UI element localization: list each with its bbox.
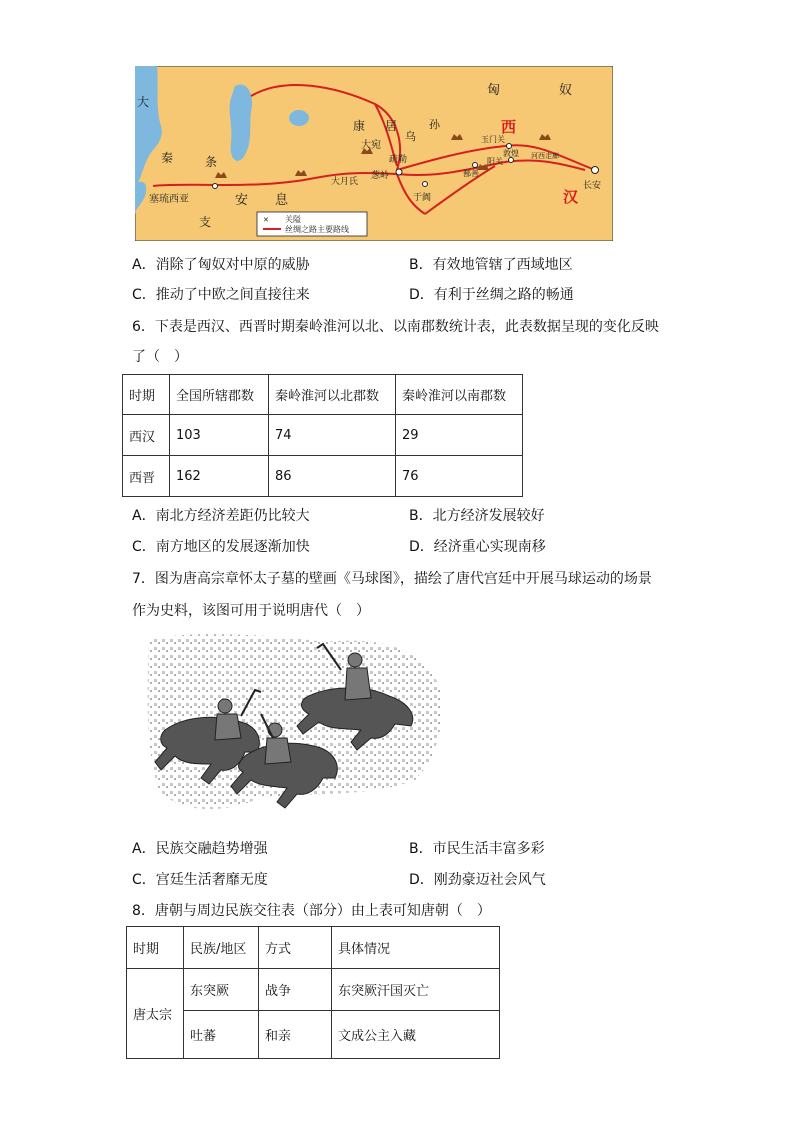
- table-cell: 29: [396, 415, 523, 456]
- q8-table-header: 具体情况: [332, 927, 500, 969]
- silk-road-map: [135, 66, 613, 241]
- q8-table: [126, 926, 500, 1059]
- table-cell: 86: [269, 456, 396, 497]
- q6-stem-line2: 了（ ）: [132, 349, 188, 365]
- q6-option-d[interactable]: D．经济重心实现南移: [409, 539, 546, 555]
- table-cell: 文成公主入藏: [332, 1011, 500, 1059]
- table-row: [123, 456, 523, 497]
- q5-option-d[interactable]: D．有利于丝绸之路的畅通: [409, 287, 574, 303]
- q8-table-header: 方式: [259, 927, 332, 969]
- map-label-shanshan: 鄯善: [463, 169, 479, 178]
- table-cell: 76: [396, 456, 523, 497]
- q7-option-b[interactable]: B．市民生活丰富多彩: [409, 841, 545, 857]
- map-label-congling: 葱岭: [371, 171, 390, 181]
- q6-table-header: 秦岭淮河以南郡数: [396, 375, 523, 415]
- q7-option-a[interactable]: A．民族交融趋势增强: [132, 841, 268, 857]
- map-label-qin: 秦: [161, 151, 174, 165]
- legend-route: 丝绸之路主要路线: [285, 225, 349, 234]
- map-label-hexi: 河西走廊: [531, 152, 559, 160]
- q6-table-header: 秦岭淮河以北郡数: [269, 375, 396, 415]
- q8-period-cell: 唐太宗: [127, 969, 184, 1059]
- map-label-seleucia: 塞琉西亚: [149, 194, 189, 205]
- map-label-da: 大: [137, 95, 150, 109]
- map-label-dunhuang: 敦煌: [503, 149, 519, 158]
- table-cell: 东突厥汗国灭亡: [332, 969, 500, 1011]
- map-label-yumenguan: 玉门关: [481, 135, 505, 144]
- q5-option-b[interactable]: B．有效地管辖了西域地区: [409, 257, 573, 273]
- table-cell: 西晋: [123, 456, 170, 497]
- q6-table-header: 时期: [123, 375, 170, 415]
- q6-option-a[interactable]: A．南北方经济差距仍比较大: [132, 508, 310, 524]
- polo-mural-image: [145, 630, 445, 820]
- q7-option-c[interactable]: C．宫廷生活奢靡无度: [132, 872, 268, 888]
- map-label-sun: 孙: [429, 118, 440, 131]
- map-label-kang: 康: [353, 119, 366, 133]
- map-label-han: 汉: [563, 188, 579, 206]
- table-cell: 162: [170, 456, 269, 497]
- q8-stem: 8．唐朝与周边民族交往表（部分）由上表可知唐朝（ ）: [132, 903, 491, 919]
- table-cell: 吐蕃: [184, 1011, 259, 1059]
- table-cell: 战争: [259, 969, 332, 1011]
- table-row: [127, 969, 500, 1011]
- map-label-dawan: 大宛: [361, 140, 381, 151]
- map-label-shule: 疏勒: [389, 155, 408, 165]
- table-cell: 74: [269, 415, 396, 456]
- map-label-ju: 居: [385, 119, 398, 133]
- table-cell: 103: [170, 415, 269, 456]
- map-label-yutian: 于阗: [413, 193, 432, 203]
- map-label-tiao: 条: [205, 155, 218, 169]
- map-label-xiongnu-nu: 奴: [559, 83, 573, 98]
- svg-text:✕: ✕: [263, 216, 269, 224]
- q6-option-c[interactable]: C．南方地区的发展逐渐加快: [132, 539, 310, 555]
- q6-option-b[interactable]: B．北方经济发展较好: [409, 508, 545, 524]
- map-label-xi: 西: [501, 118, 517, 136]
- table-cell: 东突厥: [184, 969, 259, 1011]
- q8-table-header: 民族/地区: [184, 927, 259, 969]
- map-label-xi-an: 息: [275, 193, 289, 208]
- map-label-xiongnu-xiong: 匈: [487, 83, 501, 98]
- q7-stem-line2: 作为史料，该图可用于说明唐代（ ）: [132, 603, 370, 619]
- table-row: [123, 415, 523, 456]
- map-label-zhi: 支: [199, 215, 212, 229]
- q6-table: [122, 374, 523, 497]
- map-label-dayueshi: 大月氏: [331, 177, 359, 187]
- q5-option-c[interactable]: C．推动了中欧之间直接往来: [132, 287, 310, 303]
- q8-table-header: 时期: [127, 927, 184, 969]
- q6-table-header: 全国所辖郡数: [170, 375, 269, 415]
- table-cell: 和亲: [259, 1011, 332, 1059]
- map-label-changan: 长安: [583, 181, 602, 191]
- table-cell: 西汉: [123, 415, 170, 456]
- legend-pass: 关隘: [285, 215, 301, 224]
- q5-option-a[interactable]: A．消除了匈奴对中原的威胁: [132, 257, 310, 273]
- q6-stem-line1: 6．下表是西汉、西晋时期秦岭淮河以北、以南郡数统计表，此表数据呈现的变化反映: [132, 319, 659, 335]
- map-label-an: 安: [235, 193, 249, 208]
- map-label-yangguan: 阳关: [487, 157, 503, 166]
- map-label-wu: 乌: [405, 130, 416, 143]
- q7-stem-line1: 7．图为唐高宗章怀太子墓的壁画《马球图》，描绘了唐代宫廷中开展马球运动的场景: [132, 571, 652, 587]
- q7-option-d[interactable]: D．刚劲豪迈社会风气: [409, 872, 546, 888]
